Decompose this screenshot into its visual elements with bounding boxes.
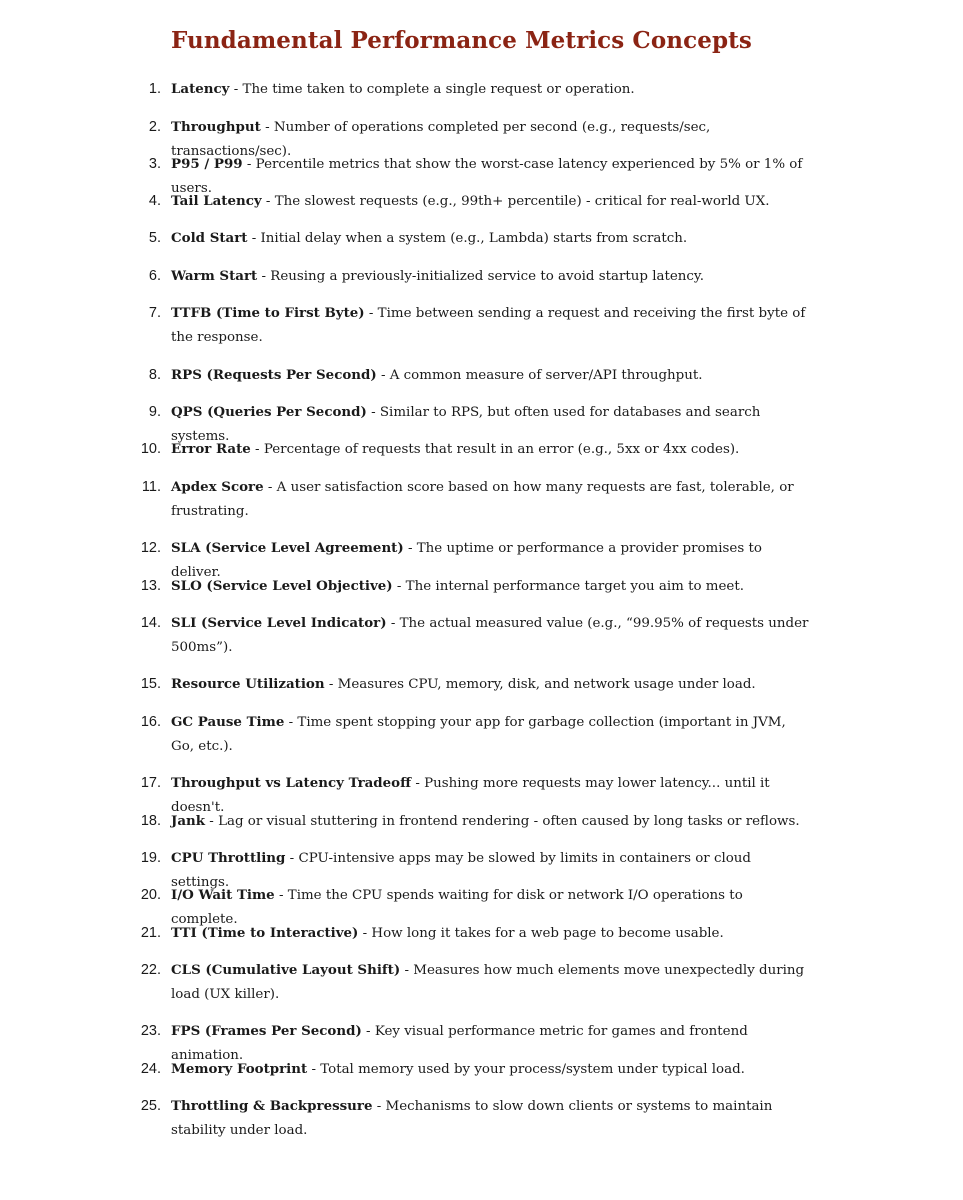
metric-term: TTI (Time to Interactive)	[171, 925, 359, 941]
list-item-text	[171, 226, 811, 251]
list-item-number: 5.	[148, 230, 161, 246]
metric-term: SLA (Service Level Agreement)	[171, 540, 404, 556]
list-item-text	[171, 189, 811, 214]
list-item-text	[171, 1057, 811, 1082]
metric-term: SLO (Service Level Objective)	[171, 578, 393, 594]
metric-term: CPU Throttling	[171, 850, 286, 866]
list-item-number: 14.	[140, 615, 161, 631]
metric-description: - The actual measured value (e.g., “99.95% of requests under 500ms”).	[171, 616, 809, 655]
metric-term: Resource Utilization	[171, 676, 325, 692]
metric-description: - Percentage of requests that result in an error (e.g., 5xx or 4xx codes).	[250, 442, 740, 457]
list-item-text	[171, 437, 811, 462]
metric-description: - How long it takes for a web page to become usable.	[358, 926, 724, 941]
metric-description: - Similar to RPS, but often used for databases and search systems.	[171, 405, 761, 444]
metric-term: I/O Wait Time	[171, 887, 275, 903]
metric-description: - Percentile metrics that show the worst-case latency experienced by 5% or 1% of users.	[171, 157, 803, 196]
list-item-text	[171, 1094, 811, 1143]
list-item-text	[171, 574, 811, 599]
metric-description: - The time taken to complete a single request or operation.	[229, 82, 635, 97]
list-item-number: 25.	[140, 1098, 161, 1114]
metric-term: RPS (Requests Per Second)	[171, 367, 377, 383]
metric-description: - The slowest requests (e.g., 99th+ percentile) - critical for real-world UX.	[261, 194, 770, 209]
list-item-text	[171, 77, 811, 102]
list-item-text	[171, 475, 811, 524]
list-item-text	[171, 363, 811, 388]
list-item-number: 8.	[148, 367, 161, 383]
metric-term: Apdex Score	[171, 479, 264, 495]
metric-term: Tail Latency	[171, 193, 262, 209]
list-item-number: 17.	[140, 775, 161, 791]
metric-description: - A common measure of server/API throughput.	[376, 368, 703, 383]
metric-description: - Pushing more requests may lower latency... until it doesn't.	[171, 776, 770, 815]
metric-term: GC Pause Time	[171, 714, 285, 730]
list-item-number: 2.	[148, 119, 161, 135]
metric-description: - Measures how much elements move unexpectedly during load (UX killer).	[171, 963, 805, 1002]
list-item-number: 11.	[141, 479, 161, 495]
metric-term: QPS (Queries Per Second)	[171, 404, 367, 420]
list-item-number: 1.	[148, 81, 161, 97]
list-item-number: 12.	[140, 540, 161, 556]
metric-description: - A user satisfaction score based on how many requests are fast, tolerable, or frustrating.	[171, 480, 794, 519]
metric-description: - CPU-intensive apps may be slowed by limits in containers or cloud settings.	[171, 851, 751, 890]
metric-term: Cold Start	[171, 230, 248, 246]
metric-term: Warm Start	[171, 268, 258, 284]
metric-description: - Time between sending a request and receiving the first byte of the response.	[171, 306, 806, 345]
metric-term: Jank	[171, 813, 206, 829]
metric-term: Latency	[171, 81, 230, 97]
metric-term: Error Rate	[171, 441, 251, 457]
list-item-number: 21.	[140, 925, 161, 941]
metric-term: Memory Footprint	[171, 1061, 308, 1077]
list-item-number: 7.	[148, 305, 161, 321]
list-item-number: 24.	[140, 1061, 161, 1077]
metric-term: Throttling & Backpressure	[171, 1098, 373, 1114]
metric-term: P95 / P99	[171, 156, 243, 172]
list-item-number: 16.	[140, 714, 161, 730]
metric-description: - Total memory used by your process/system under typical load.	[307, 1062, 745, 1077]
metric-term: Throughput	[171, 119, 261, 135]
metric-term: FPS (Frames Per Second)	[171, 1023, 362, 1039]
list-item-number: 6.	[148, 268, 161, 284]
metric-description: - Mechanisms to slow down clients or systems to maintain stability under load.	[171, 1099, 773, 1138]
list-item-number: 22.	[140, 962, 161, 978]
list-item-text	[171, 672, 811, 697]
list-item-text	[171, 264, 811, 289]
metric-description: - Time the CPU spends waiting for disk or network I/O operations to complete.	[171, 888, 743, 927]
list-item-text	[171, 921, 811, 946]
list-item-text	[171, 710, 811, 759]
list-item-number: 20.	[140, 887, 161, 903]
metric-description: - Key visual performance metric for games and frontend animation.	[171, 1024, 748, 1063]
metric-description: - Reusing a previously-initialized service to avoid startup latency.	[257, 269, 704, 284]
list-item-text	[171, 958, 811, 1007]
metric-description: - The internal performance target you aim to meet.	[392, 579, 744, 594]
metric-term: CLS (Cumulative Layout Shift)	[171, 962, 401, 978]
list-item-text	[171, 611, 811, 660]
list-item-number: 9.	[148, 404, 161, 420]
metric-description: - Measures CPU, memory, disk, and network usage under load.	[324, 677, 756, 692]
metric-description: - Number of operations completed per second (e.g., requests/sec, transactions/sec).	[171, 120, 711, 159]
list-item-number: 10.	[140, 441, 161, 457]
list-item-number: 13.	[140, 578, 161, 594]
page-title: Fundamental Performance Metrics Concepts	[171, 27, 752, 54]
list-item-text	[171, 301, 811, 350]
metric-term: Throughput vs Latency Tradeoff	[171, 775, 412, 791]
list-item-number: 3.	[148, 156, 161, 172]
metric-description: - Initial delay when a system (e.g., Lambda) starts from scratch.	[247, 231, 688, 246]
metric-term: SLI (Service Level Indicator)	[171, 615, 387, 631]
list-item-text	[171, 809, 811, 834]
metric-description: - The uptime or performance a provider promises to deliver.	[171, 541, 762, 580]
list-item-number: 15.	[140, 676, 161, 692]
metric-term: TTFB (Time to First Byte)	[171, 305, 365, 321]
list-item-number: 18.	[140, 813, 161, 829]
list-item-number: 4.	[148, 193, 161, 209]
list-item-number: 19.	[140, 850, 161, 866]
metric-description: - Time spent stopping your app for garbage collection (important in JVM, Go, etc.).	[171, 715, 786, 754]
metric-description: - Lag or visual stuttering in frontend rendering - often caused by long tasks or reflows.	[205, 814, 800, 829]
list-item-number: 23.	[140, 1023, 161, 1039]
